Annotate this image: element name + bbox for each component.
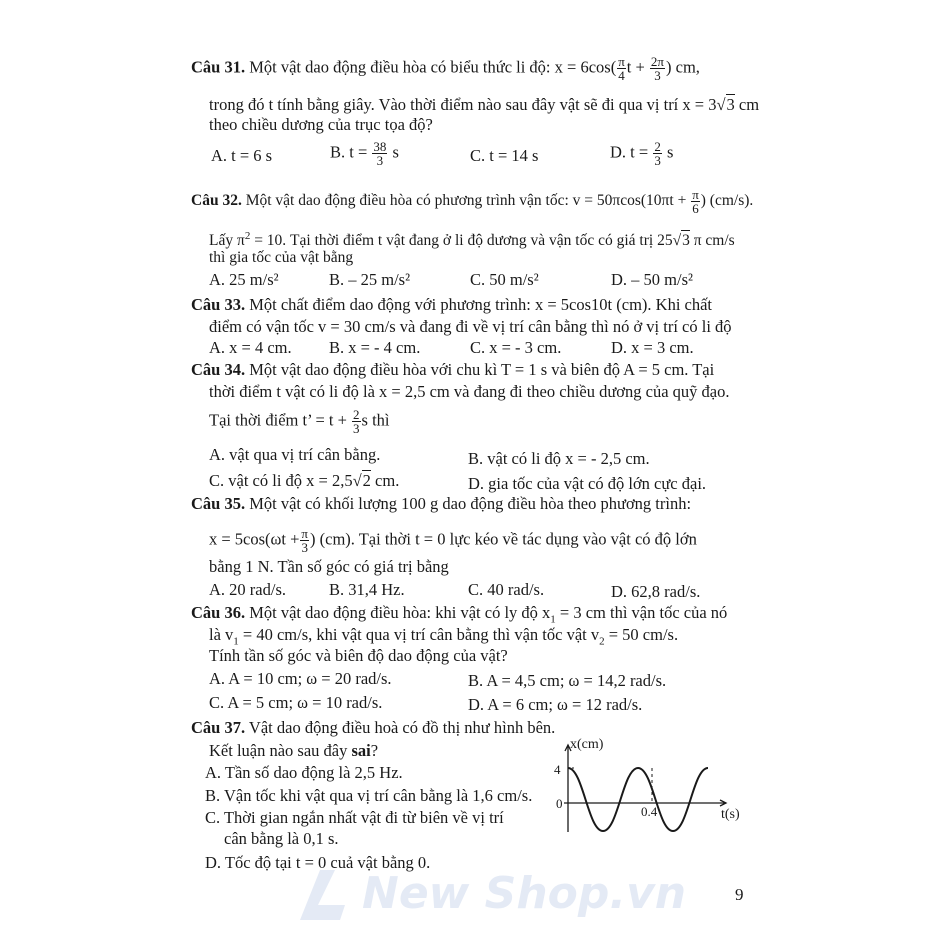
q34-line-3: Tại thời điểm t’ = t + $\frac{2}{3}$ s thì (209, 407, 390, 436)
graph-xlabel: t(s) (721, 807, 740, 822)
q35-option-b: B. 31,4 Hz. (329, 580, 405, 599)
graph-y-tick: 4 (554, 762, 561, 777)
watermark-text: New Shop.vn (362, 868, 687, 919)
q36-option-c: C. A = 5 cm; ω = 10 rad/s. (209, 693, 383, 712)
q34-option-a: A. vật qua vị trí cân bằng. (209, 445, 381, 464)
q34-option-d: D. gia tốc của vật có độ lớn cực đại. (468, 474, 707, 493)
q31-option-d: D. t = $\frac{2}{3}$ s (610, 139, 674, 168)
q31-fraction-1: $\frac{\pi}{4}$ (618, 54, 625, 83)
q32-option-c: C. 50 m/s² (470, 270, 539, 289)
q37-label: Câu 37. (191, 718, 246, 737)
q31-line-2: trong đó t tính bằng giây. Vào thời điểm nào sau đây vật sẽ đi qua vị trí x = 3√3 cm (209, 95, 760, 114)
q31-option-c: C. t = 14 s (470, 146, 539, 165)
q36-option-d: D. A = 6 cm; ω = 12 rad/s. (468, 695, 643, 714)
q35-fraction: $\frac{\pi}{3}$ (301, 526, 308, 555)
graph-origin: 0 (556, 796, 563, 811)
page-number: 9 (735, 885, 744, 904)
q32-label: Câu 32. (191, 192, 242, 210)
q32-option-d: D. – 50 m/s² (611, 270, 693, 289)
q32-option-a: A. 25 m/s² (209, 270, 279, 289)
sine-curve (568, 768, 708, 831)
q31-fraction-2: $\frac{2\pi}{3}$ (650, 54, 664, 83)
q36-option-b: B. A = 4,5 cm; ω = 14,2 rad/s. (468, 671, 667, 690)
q33-label: Câu 33. (191, 295, 246, 314)
q34-label: Câu 34. (191, 360, 246, 379)
q37-option-c-line-2: cân bằng là 0,1 s. (224, 829, 339, 848)
q36-line-3: Tính tần số góc và biên độ dao động của vật? (209, 646, 508, 665)
q31-option-d-fraction: $\frac{2}{3}$ (654, 139, 661, 168)
q35-option-a: A. 20 rad/s. (209, 580, 286, 599)
graph-x-tick: 0.4 (641, 804, 658, 819)
q36-line-2: là $v_1 = 40$ cm/s, khi vật qua vị trí cân bằng thì vận tốc vật $v_2 = 50$ cm/s. (209, 625, 679, 648)
q35-line-2: x = 5cos(ωt + $\frac{\pi}{3}$ ) (cm). Tại thời t = 0 lực kéo về tác dụng vào vật có độ lớn (209, 526, 697, 555)
q31-label: Câu 31. (191, 57, 246, 77)
q32-line-1: Câu 32. Một vật dao động điều hòa có phương trình vận tốc: v = 50πcos(10πt + $\frac{\pi}{6}$ ) (cm/s). (191, 187, 754, 216)
q37-option-c-line-1: C. Thời gian ngắn nhất vật đi từ biên về vị trí (205, 808, 504, 827)
q32-line-2: Lấy $\pi^2 = 10$. Tại thời điểm t vật đang ở li độ dương và vận tốc có giá trị 25√3 π cm/s (209, 230, 735, 250)
watermark (290, 860, 750, 930)
q37-option-b: B. Vận tốc khi vật qua vị trí cân bằng là 1,6 cm/s. (205, 786, 533, 805)
q34-line-1: Câu 34. Một vật dao động điều hòa với chu kì T = 1 s và biên độ A = 5 cm. Tại (191, 360, 715, 379)
q31-option-b-fraction: $\frac{38}{3}$ (373, 139, 387, 168)
q31-line-3: theo chiều dương của trục tọa độ? (209, 115, 433, 134)
q36-label: Câu 36. (191, 603, 246, 622)
q35-option-c: C. 40 rad/s. (468, 580, 545, 599)
q33-option-b: B. x = - 4 cm. (329, 338, 421, 357)
q36-option-a: A. A = 10 cm; ω = 20 rad/s. (209, 669, 392, 688)
q34-option-b: B. vật có li độ x = - 2,5 cm. (468, 449, 650, 468)
q35-line-3: bằng 1 N. Tần số góc có giá trị bằng (209, 557, 449, 576)
oscillation-graph (548, 736, 748, 836)
q31-option-a: A. t = 6 s (211, 146, 273, 165)
q33-line-1: Câu 33. Một chất điểm dao động với phương trình: x = 5cos10t (cm). Khi chất (191, 295, 713, 314)
q32-option-b: B. – 25 m/s² (329, 270, 411, 289)
q31-option-b: B. t = $\frac{38}{3}$ s (330, 139, 399, 168)
q35-label: Câu 35. (191, 494, 246, 513)
q35-line-1: Câu 35. Một vật có khối lượng 100 g dao động điều hòa theo phương trình: (191, 494, 692, 513)
q31-line-1: Câu 31. Một vật dao động điều hòa có biểu thức li độ: x = 6cos( $\frac{\pi}{4}$ t + $\frac{2\pi}{3}$ ) cm, (191, 54, 700, 83)
q37-option-a: A. Tần số dao động là 2,5 Hz. (205, 763, 403, 782)
watermark-logo-icon (290, 860, 360, 930)
q32-line-3: thì gia tốc của vật bằng (209, 249, 354, 266)
q34-fraction: $\frac{2}{3}$ (353, 407, 360, 436)
q34-option-c: C. vật có li độ x = 2,5√2 cm. (209, 471, 400, 490)
q37-option-d: D. Tốc độ tại t = 0 cuả vật bằng 0. (205, 853, 431, 872)
q36-line-1: Câu 36. Một vật dao động điều hòa: khi vật có ly độ $x_1 = 3$ cm thì vận tốc của nó (191, 603, 728, 626)
q33-option-d: D. x = 3 cm. (611, 338, 694, 357)
q34-line-2: thời điểm t vật có li độ là x = 2,5 cm và đang đi theo chiều dương của quỹ đạo. (209, 382, 730, 401)
q35-option-d: D. 62,8 rad/s. (611, 582, 701, 601)
q33-option-c: C. x = - 3 cm. (470, 338, 562, 357)
q32-fraction: $\frac{\pi}{6}$ (692, 187, 699, 216)
q37-line-1: Câu 37. Vật dao động điều hoà có đồ thị như hình bên. (191, 718, 556, 737)
q33-line-2: điểm có vận tốc v = 30 cm/s và đang đi về vị trí cân bằng thì nó ở vị trí có li độ (209, 317, 732, 336)
graph-ylabel: x(cm) (570, 737, 604, 752)
q37-line-2: Kết luận nào sau đây sai? (209, 741, 379, 760)
q33-option-a: A. x = 4 cm. (209, 338, 292, 357)
